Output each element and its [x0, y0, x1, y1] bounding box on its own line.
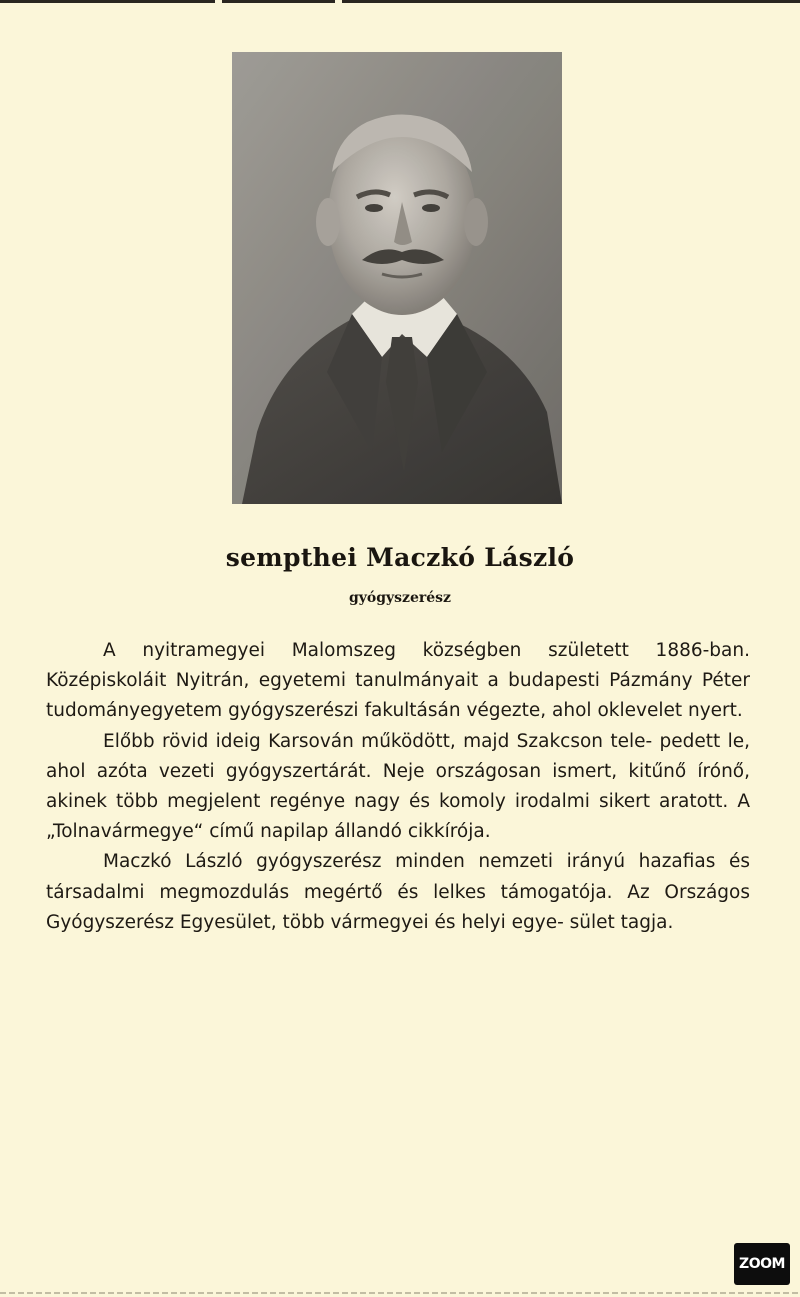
biography-paragraph-1: A nyitramegyei Malomszeg községben született 1886-ban. Középiskoláit Nyitrán, egyetemi tanulmányait a budapesti Pázmány Péter tudományegyetem gyógyszerészi fakultásán végezte, ahol oklevelet nyert. [46, 640, 750, 722]
biography-paragraph-2: Előbb rövid ideig Karsován működött, majd Szakcson tele- pedett le, ahol azóta vezeti gyógyszertárát. Neje országosan ismert, kitűnő írónő, akinek több megjelent regénye nagy és komoly irodalmi sikert aratott. A „Tolnavármegye“ című napilap állandó cikkírója. [46, 730, 750, 843]
portrait-image [232, 52, 562, 504]
bottom-border-rule [0, 1292, 800, 1294]
biography-text [46, 636, 750, 938]
profession-subheading: gyógyszerész [348, 590, 452, 606]
zoom-watermark-logo [734, 1243, 790, 1285]
person-name-heading: sempthei Maczkó László [225, 543, 575, 572]
top-border-rule [0, 0, 800, 3]
portrait-photo [232, 52, 562, 504]
biography-paragraph-3: Maczkó László gyógyszerész minden nemzeti irányú hazafias és társadalmi megmozdulás megértő és lelkes támogatója. Az Országos Gyógyszerész Egyesület, több vármegyei és helyi egye- sület tagja. [46, 851, 750, 933]
zoom-watermark-label: ZOOM [739, 1256, 785, 1272]
